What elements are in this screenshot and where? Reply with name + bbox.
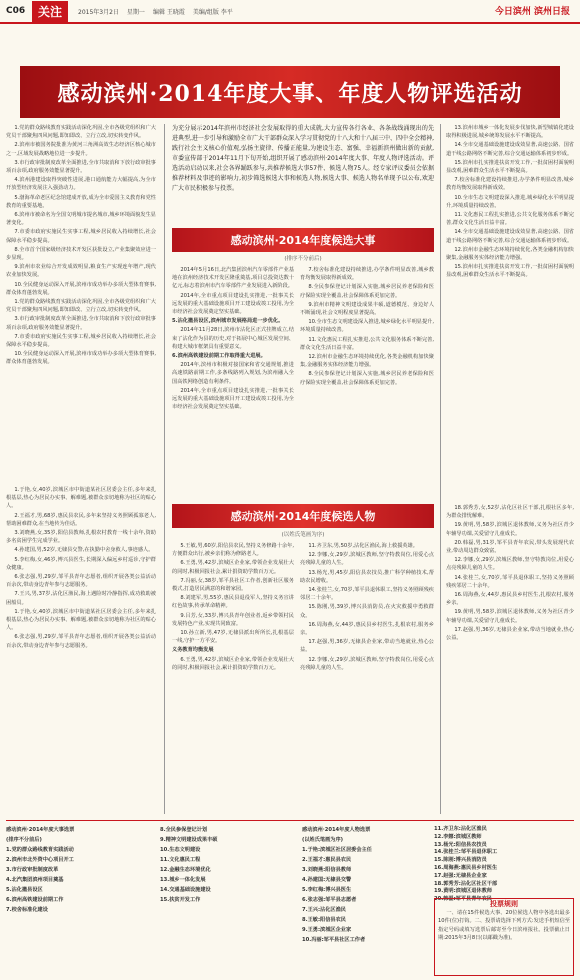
event-item: 1.党的群众路线教育实践活动深化巩固,全市各级党组织和广大党员干部聚焦四风问题,即知即改、立行立改,切实转变作风。 bbox=[6, 299, 156, 314]
newspaper-name: 今日滨州 滨州日报 bbox=[494, 7, 570, 17]
right-column-bottom bbox=[446, 504, 574, 814]
ballot-person-option[interactable]: 12.李娜:滨城区教师 bbox=[434, 833, 482, 840]
event-text: 7.校舍标准化建设持续推进,办学条件明显改善,城乡教育均衡发展取得新成效。 bbox=[446, 177, 574, 192]
event-text: 10.全市生态文明建设深入推进,城乡绿化水平明显提升,环境质量持续改善。 bbox=[300, 319, 434, 334]
ballot-event-option[interactable]: 10.生态文明建设 bbox=[160, 847, 201, 853]
event-text: 13.滨州市城乡一体化发展步伐加快,新型城镇化建设取得积极进展,城乡统筹发展水平不断提高。 bbox=[446, 125, 574, 140]
events-ballot-title: 感动滨州·2014年度大事选票 bbox=[6, 827, 75, 833]
ballot-person-option[interactable]: 18.郭秀芳:沾化区社区干部 bbox=[434, 880, 498, 887]
ballot-person-option[interactable]: 15.陈刚:博兴县消防员 bbox=[434, 857, 487, 864]
people-ballot-subtitle: (以姓氏笔画为序) bbox=[302, 837, 344, 843]
people-section-title: 感动滨州·2014年度候选人物 bbox=[172, 504, 434, 528]
event-text: 11.文化惠民工程扎实推进,公共文化服务体系不断完善,群众文化生活日益丰富。 bbox=[446, 212, 574, 227]
event-text: 14.全市交通基础设施建设成效显著,高速公路、国省道干线公路网络不断完善,综合交通运输体系初步形成。 bbox=[446, 142, 574, 157]
event-item: 10.全民健身运动深入开展,滨州市成功举办多项大型体育赛事,群众体育蓬勃发展。 bbox=[6, 281, 156, 296]
ballot-person-option[interactable]: 11.齐卫东:沾化区渔民 bbox=[434, 826, 487, 832]
event-item: 7.市委市政府实施民生实事工程,城乡居民收入持续增长,社会保障水平稳步提高。 bbox=[6, 333, 156, 349]
event-text: 12.滨州市金融生态环境持续优化,各类金融机构加快聚集,金融服务实体经济能力增强。 bbox=[446, 246, 574, 262]
ballot-event-option[interactable]: 5.沾化撤县设区 bbox=[6, 887, 43, 893]
ballot-event-option[interactable]: 12.金融生态环境优化 bbox=[160, 867, 211, 873]
ballot-person-option[interactable]: 20.韩磊:邹平县青年农民 bbox=[434, 896, 492, 903]
ballot-event-option[interactable]: 9.精神文明建设成果丰硕 bbox=[160, 837, 218, 843]
header-meta bbox=[78, 7, 233, 16]
person-text: 17.赵强,男,36岁,无棣县企业家,带动当地就业,热心公益。 bbox=[300, 639, 434, 654]
events-ballot-subtitle: (排序不分前后) bbox=[6, 837, 42, 843]
ballot-event-option[interactable]: 14.交通基础设施建设 bbox=[160, 887, 211, 893]
ballot-person-option[interactable]: 3.刘晓燕:阳信县教师 bbox=[302, 867, 352, 873]
person-text: 13.杨光,男,45岁,阳信县农技员,推广科学种植技术,帮助农民增收。 bbox=[300, 569, 434, 584]
ballot-person-option[interactable]: 2.王福才:惠民县农民 bbox=[302, 857, 352, 863]
ballot-person-option[interactable]: 17.赵强:无棣县企业家 bbox=[434, 872, 487, 879]
ballot-event-option[interactable]: 11.文化惠民工程 bbox=[160, 857, 201, 863]
event-item: 9.滨州市农业综合开发成效明显,粮食生产实现连年增产,现代农业加快发展。 bbox=[6, 264, 156, 279]
event-heading: 5.沾化撤县设区,滨州城市发展格局进一步优化。 bbox=[172, 318, 284, 325]
left-column-bottom bbox=[6, 486, 156, 816]
designer: 美编/组版 李平 bbox=[192, 8, 233, 16]
event-text: 11.文化惠民工程扎实推进,公共文化服务体系不断完善,群众文化生活日益丰富。 bbox=[300, 336, 434, 351]
person-text: 6.王勇,男,42岁,滨城区企业家,带领企业发展壮大的同时,积极回报社会,累计捐资助学数百万元。 bbox=[172, 656, 294, 671]
person-item: 6.张志强,男,29岁,邹平县青年志愿者,组织开展各类公益活动百余次,带动身边青年参与志愿服务。 bbox=[6, 574, 156, 589]
person-text: 16.周海燕,女,44岁,惠民县乡村医生,扎根农村,服务乡亲。 bbox=[300, 621, 434, 637]
event-item: 1.党的群众路线教育实践活动深化巩固,全市各级党组织和广大党员干部聚焦四风问题,即知即改、立行立改,切实转变作风。 bbox=[6, 125, 156, 140]
person-text: 15.陈刚,男,39岁,博兴县消防员,在火灾救援中勇救群众。 bbox=[300, 604, 434, 619]
person-text: 12.李娜,女,29岁,滨城区教师,坚守特教岗位,用爱心点亮残障儿童的人生。 bbox=[446, 557, 574, 572]
header-rule bbox=[0, 22, 580, 24]
ballot-person-option[interactable]: 19.黄明:滨城区退休教师 bbox=[434, 888, 492, 895]
ballot-person-option[interactable]: 5.李红梅:博兴县医生 bbox=[302, 887, 352, 893]
ballot-event-option[interactable]: 3.市行政审批制度改革 bbox=[6, 867, 59, 873]
ballot-event-option[interactable]: 6.滨州高铁建设前期工作 bbox=[6, 897, 64, 903]
person-text: 20.韩磊,男,31岁,邹平县青年农民,带头发展现代农业,带动周边群众致富。 bbox=[446, 539, 574, 555]
events-ballot-2 bbox=[160, 826, 300, 974]
vote-rules-title: 投票规则 bbox=[490, 900, 518, 908]
ballot-event-option[interactable]: 13.城乡一体化发展 bbox=[160, 877, 206, 883]
weekday: 星期一 bbox=[126, 8, 145, 16]
ballot-event-option[interactable]: 4.北汽集团滨州项目奠基 bbox=[6, 877, 64, 883]
event-item: 2.滨州市被国务院批准为黄河三角洲高效生态经济区核心城市之一,区域发展战略地位进一步提升。 bbox=[6, 142, 156, 157]
ballot-person-option[interactable]: 1.于艳:滨城区社区居委会主任 bbox=[302, 847, 372, 853]
ballot-event-option[interactable]: 7.校舍标准化建设 bbox=[6, 907, 48, 913]
person-text: 17.赵强,男,36岁,无棣县企业家,带动当地就业,热心公益。 bbox=[446, 626, 574, 642]
person-text: 9.吕芳,女,33岁,博兴县青年创业者,返乡带领村民发展特色产业,实现共同致富。 bbox=[172, 612, 294, 627]
intro-paragraph: 为充分展示2014年滨州市经济社会发展取得的重大成就,大力宣传各行各业、各条战线涌现出的先进典型,进一步引导和激励全市广大干部群众深入学习贯彻党的十八大和十八届三中、四中全会精神,践行社会主义核心价值观,弘扬主旋律、传播正能量,为建设生态、富强、幸福新滨州做出新的贡献,市委宣传部于2014年11月下旬开始,组织开展了感动滨州·2014年度大事、年度人物评选活动。评选活动启动以来,社会各界踊跃参与,共推荐候选大事57件、候选人物75人。经专家评议委员会依据推荐材料及事迹的影响力,初步筛选候选大事和候选人物,候选大事、候选人物名单现予以公布,欢迎广大市民积极参与投票。 bbox=[172, 125, 434, 192]
right-column-top bbox=[446, 124, 574, 494]
middle-left-column-people bbox=[172, 542, 294, 814]
event-text: 10.全市生态文明建设深入推进,城乡绿化水平明显提升,环境质量持续改善。 bbox=[446, 194, 574, 209]
page-number: C06 bbox=[6, 6, 26, 16]
person-text: 14.张桂兰,女,70岁,邹平县退休职工,坚持义务照顾残疾邻居二十余年。 bbox=[300, 587, 434, 602]
person-text: 7.冯丽,女,38岁,邹平县社区工作者,创新社区服务模式,打造居民满意的和谐家园。 bbox=[172, 577, 294, 593]
person-text: 10.孙立新,男,47岁,无棣县派出所所长,扎根基层一线,守护一方平安。 bbox=[172, 630, 294, 645]
event-text: 15.滨州市扎实推进扶贫开发工作,一批贫困村面貌明显改观,困难群众生活水平不断提高。 bbox=[446, 159, 574, 175]
event-text: 9.滨州市精神文明建设成果丰硕,道德模范、身边好人不断涌现,社会文明程度显著提高。 bbox=[300, 301, 434, 317]
event-text: 2014年5月16日,北汽集团滨州汽车零部件产业基地在滨州经济技术开发区隆重奠基,项目总投资达数十亿元,标志着滨州市汽车零部件产业发展进入新阶段。 bbox=[172, 267, 294, 290]
ballot-event-option[interactable]: 2.滨州市北外资中心项目开工 bbox=[6, 857, 74, 863]
column-divider bbox=[164, 124, 165, 814]
events-ballot bbox=[6, 826, 156, 974]
section-label: 关注 bbox=[32, 1, 68, 22]
ballot-rule bbox=[6, 820, 574, 821]
event-heading: 6.滨州高铁建设前期工作取得重大进展。 bbox=[172, 353, 266, 360]
person-text: 18.郭秀芳,女,52岁,沾化区社区干部,扎根社区多年,为群众排忧解难。 bbox=[446, 505, 574, 520]
person-text: 6.王勇,男,42岁,滨城区企业家,带领企业发展壮大的同时,积极回报社会,累计捐资助学数百万元。 bbox=[172, 560, 294, 575]
people-ballot-title: 感动滨州·2014年度人物选票 bbox=[302, 827, 371, 833]
ballot-event-option[interactable]: 15.扶贫开发工作 bbox=[160, 897, 201, 903]
person-text: 8.刘建军,男,55岁,惠民县退役军人,坚持义务宣讲红色故事,传承革命精神。 bbox=[172, 595, 294, 610]
event-text: 14.全市交通基础设施建设成效显著,高速公路、国省道干线公路网络不断完善,综合交通运输体系初步形成。 bbox=[446, 229, 574, 244]
event-item: 10.全民健身运动深入开展,滨州市成功举办多项大型体育赛事,群众体育蓬勃发展。 bbox=[6, 351, 156, 366]
event-text: 12.滨州市金融生态环境持续优化,各类金融机构加快聚集,金融服务实体经济能力增强。 bbox=[300, 354, 434, 369]
event-item: 5.渤海革命老区纪念馆建成开放,成为全市爱国主义教育和党性教育的重要基地。 bbox=[6, 194, 156, 209]
person-text: 11.齐卫东,男,50岁,沾化区渔民,海上救援英雄。 bbox=[308, 543, 418, 549]
people-ballot-2 bbox=[434, 826, 574, 903]
person-item: 4.孙建国,男,52岁,无棣县交警,在执勤中舍身救人,事迹感人。 bbox=[14, 547, 154, 554]
person-text: 14.张桂兰,女,70岁,邹平县退休职工,坚持义务照顾残疾邻居二十余年。 bbox=[446, 574, 574, 589]
person-item: 1.于艳,女,40岁,滨城区市中街道某社区居委会主任,多年来扎根基层,热心为居民办实事、解难题,被群众亲切地称为社区的贴心人。 bbox=[6, 608, 156, 632]
events-section-subtitle: (排序不分前后) bbox=[284, 256, 322, 262]
ballot-person-option[interactable]: 7.王兴:沾化区渔民 bbox=[302, 907, 346, 913]
ballot-event-option[interactable]: 1.党的群众路线教育实践活动 bbox=[6, 847, 74, 853]
person-item: 6.张志强,男,29岁,邹平县青年志愿者,组织开展各类公益活动百余次,带动身边青年参与志愿服务。 bbox=[6, 634, 156, 649]
page-header bbox=[0, 0, 580, 22]
people-ballot bbox=[302, 826, 432, 974]
vote-rules-text: 一、请在15件候选大事、20位候选人物中各选出最多10件(位)打钩。二、投票请选择下列方式:发送手机短信至指定号码或填写选票后邮寄至今日滨州报社。投票截止日期:2015年3月8日(以邮戳为准)。 bbox=[438, 910, 570, 941]
event-item: 7.市委市政府实施民生实事工程,城乡居民收入持续增长,社会保障水平稳步提高。 bbox=[6, 229, 156, 244]
person-text: 16.周海燕,女,44岁,惠民县乡村医生,扎根农村,服务乡亲。 bbox=[446, 592, 574, 607]
middle-left-column bbox=[172, 266, 294, 490]
person-item: 3.刘晓燕,女,35岁,阳信县教师,扎根农村教育一线十余年,资助多名贫困学生完成学业。 bbox=[6, 530, 156, 545]
person-item: 5.李红梅,女,46岁,博兴县医生,长期深入偏远乡村巡诊,守护群众健康。 bbox=[6, 556, 156, 571]
ballot-person-option[interactable]: 14.张桂兰:邹平县退休职工 bbox=[434, 849, 498, 856]
event-item: 6.滨州市被命名为全国文明城市提名城市,城乡环境面貌发生显著变化。 bbox=[6, 212, 156, 227]
ballot-person-option[interactable]: 6.张志强:邹平县志愿者 bbox=[302, 897, 357, 903]
event-text: 8.全民参保登记计划深入实施,城乡居民养老保险和医疗保险实现全覆盖,社会保障体系更加完善。 bbox=[300, 284, 434, 299]
event-text: 8.全民参保登记计划深入实施,城乡居民养老保险和医疗保险实现全覆盖,社会保障体系更加完善。 bbox=[300, 371, 434, 386]
column-divider bbox=[440, 124, 441, 814]
date: 2015年3月2日 bbox=[78, 8, 119, 16]
main-title: 感动滨州·2014年度大事、年度人物评选活动 bbox=[57, 80, 523, 107]
event-text: 2014年11月28日,滨州市沾化区正式挂牌成立,结束了沾化作为县的历史,对于拓展中心城区发展空间、构建大城市框架具有重要意义。 bbox=[172, 327, 294, 350]
events-section-title: 感动滨州·2014年度候选大事 bbox=[172, 228, 434, 252]
ballot-person-option[interactable]: 10.冯丽:邹平县社区工作者 bbox=[302, 937, 366, 943]
event-text: 7.校舍标准化建设持续推进,办学条件明显改善,城乡教育均衡发展取得新成效。 bbox=[300, 267, 434, 282]
person-item: 2.王福才,男,68岁,惠民县农民,多年来坚持义务照顾孤寡老人,帮助困难群众,在当地传为佳话。 bbox=[6, 512, 156, 527]
event-text: 15.滨州市扎实推进扶贫开发工作,一批贫困村面貌明显改观,困难群众生活水平不断提高。 bbox=[446, 264, 574, 279]
editor: 编辑 王晓霞 bbox=[152, 8, 185, 16]
event-item: 3.市行政审批制度改革全面推进,全市共取消和下放行政审批事项百余项,政府服务效能显著提升。 bbox=[6, 159, 156, 175]
event-text: 2014年,全市重点项目建设扎实推进,一批事关长远发展的重大基础设施项目开工建设或竣工投用,为全市经济社会发展奠定坚实基础。 bbox=[172, 387, 294, 411]
event-item: 8.全市首个国家级经济技术开发区获批设立,产业集聚效应进一步显现。 bbox=[6, 246, 156, 262]
person-text: 19.黄明,男,58岁,滨城区退休教师,义务为社区青少年辅导功课,关爱留守儿童成长。 bbox=[446, 609, 574, 624]
person-heading: 义务教育均衡发展 bbox=[172, 647, 214, 654]
ballot-person-option[interactable]: 9.王勇:滨城区企业家 bbox=[302, 927, 352, 933]
person-text: 12.李娜,女,29岁,滨城区教师,坚守特教岗位,用爱心点亮残障儿童的人生。 bbox=[300, 552, 434, 567]
event-text: 2014年,滨州市积极对接国家和省交通规划,推进高速铁路前期工作,多条线路列入规划,为滨州融入全国高铁网络创造有利条件。 bbox=[172, 362, 294, 385]
person-item: 7.王兴,男,37岁,沾化区渔民,海上遇险时冷静指挥,成功救助被困船员。 bbox=[6, 591, 156, 606]
person-item: 1.于艳,女,40岁,滨城区市中街道某社区居委会主任,多年来扎根基层,热心为居民办实事、解难题,被群众亲切地称为社区的贴心人。 bbox=[6, 487, 156, 510]
middle-right-column bbox=[300, 266, 434, 490]
ballot-person-option[interactable]: 16.周海燕:惠民县乡村医生 bbox=[434, 864, 498, 871]
event-text: 2014年,全市重点项目建设扎实推进,一批事关长远发展的重大基础设施项目开工建设或竣工投用,为全市经济社会发展奠定坚实基础。 bbox=[172, 292, 294, 316]
event-item: 4.滨州港建设取得突破性进展,港口通航能力大幅提高,为全市开放型经济发展注入强劲动力。 bbox=[6, 177, 156, 192]
ballot-person-option[interactable]: 4.孙建国:无棣县交警 bbox=[302, 877, 352, 883]
people-section-subtitle: (以姓氏笔画为序) bbox=[281, 532, 325, 538]
event-item: 3.市行政审批制度改革全面推进,全市共取消和下放行政审批事项百余项,政府服务效能显著提升。 bbox=[6, 316, 156, 331]
vote-rules bbox=[438, 900, 570, 972]
ballot-person-option[interactable]: 8.王敏:阳信县农民 bbox=[302, 917, 346, 923]
main-title-banner bbox=[20, 66, 560, 118]
middle-right-column-people bbox=[300, 542, 434, 814]
ballot-event-option[interactable]: 8.全民参保登记计划 bbox=[160, 827, 208, 833]
person-text: 5.王敏,男,60岁,阳信县农民,坚持义务修路十余年,方便群众出行,被乡亲们称为修路老人。 bbox=[172, 543, 294, 558]
person-text: 12.李娜,女,29岁,滨城区教师,坚守特教岗位,用爱心点亮残障儿童的人生。 bbox=[300, 656, 434, 671]
person-text: 19.黄明,男,58岁,滨城区退休教师,义务为社区青少年辅导功课,关爱留守儿童成长。 bbox=[446, 522, 574, 537]
ballot-person-option[interactable]: 13.杨光:阳信县农技员 bbox=[434, 841, 487, 848]
left-column-top bbox=[6, 124, 156, 476]
